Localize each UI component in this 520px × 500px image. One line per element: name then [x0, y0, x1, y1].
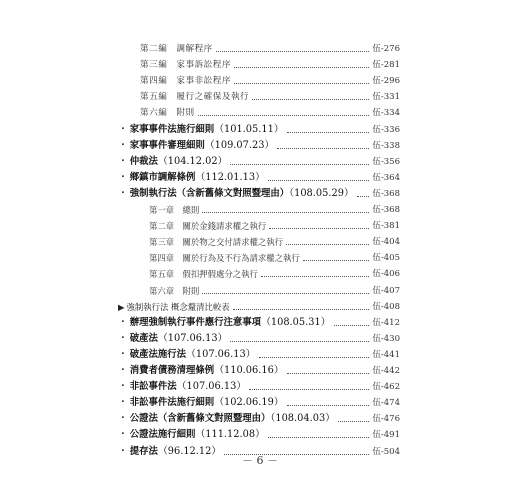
dot-leader	[303, 259, 370, 261]
toc-entry-title	[118, 380, 246, 394]
law-name: 強制執行法（含新舊條文對照暨理由）	[129, 187, 290, 199]
dot-leader	[252, 98, 369, 100]
dot-leader	[338, 420, 369, 422]
toc-entry[interactable]	[118, 348, 400, 362]
toc-entry-title: 第五編 履行之確保及執行	[140, 92, 250, 103]
page-reference: 伍-406	[372, 269, 400, 280]
page-reference: 伍-296	[372, 76, 400, 87]
law-name: 家事事件審理細則	[129, 139, 205, 151]
toc-entry-title	[118, 187, 354, 201]
dot-leader	[234, 82, 369, 84]
dot-leader	[234, 66, 369, 68]
law-date: （107.06.13）	[176, 381, 247, 393]
dot-leader	[216, 50, 370, 52]
bullet-icon: ・	[118, 365, 128, 376]
toc-entry-title: 第三章 關於物之交付請求權之執行	[149, 237, 283, 248]
toc-entry-title	[118, 300, 230, 314]
bullet-icon: ・	[118, 187, 128, 199]
page-reference: 伍-474	[372, 398, 400, 409]
toc-entry[interactable]	[118, 187, 400, 201]
law-name: 家事事件法施行細則	[129, 123, 215, 135]
page-reference: 伍-334	[372, 108, 400, 119]
law-name: 破產法	[129, 332, 158, 344]
toc-entry[interactable]	[118, 380, 400, 394]
toc-entry[interactable]	[140, 74, 400, 88]
dot-leader	[202, 292, 369, 294]
dot-leader	[233, 308, 370, 310]
toc-entry-title: 第一章 總則	[149, 205, 200, 215]
dot-leader	[202, 211, 369, 213]
toc-entry-title: 第二章 關於金錢請求權之執行	[149, 221, 267, 232]
toc-entry[interactable]	[118, 155, 400, 169]
bullet-icon: ・	[118, 413, 128, 425]
toc-entry-title: 第六編 附則	[140, 108, 195, 119]
law-date: （108.05.29）	[289, 187, 354, 199]
toc-entry-title: 第四章 關於行為及不行為請求權之執行	[149, 253, 300, 264]
page-reference: 伍-407	[372, 285, 400, 296]
toc-entry-title	[118, 412, 335, 426]
toc-entry-title: 第四編 家事非訟程序	[140, 76, 231, 87]
dot-leader	[249, 388, 369, 390]
law-date: （104.12.02）	[157, 155, 228, 167]
dot-leader	[287, 404, 370, 406]
bullet-icon: ・	[118, 139, 128, 151]
toc-entry-title: 第二編 調解程序	[140, 44, 213, 54]
dot-leader	[286, 243, 369, 245]
page-reference: 伍-381	[372, 221, 400, 232]
toc-entry[interactable]	[118, 428, 400, 442]
toc-entry[interactable]	[118, 396, 400, 410]
toc-entry[interactable]	[149, 284, 400, 298]
dot-leader	[357, 195, 370, 197]
toc-entry[interactable]	[149, 219, 400, 233]
toc-entry[interactable]	[140, 106, 400, 120]
dot-leader	[287, 372, 370, 374]
law-name: 破產法施行法	[129, 348, 187, 360]
page-reference: 伍-441	[372, 349, 400, 360]
bullet-icon: ・	[118, 316, 128, 328]
toc-entry-title	[118, 364, 284, 378]
toc-entry[interactable]	[118, 139, 400, 153]
law-name: 提存法	[129, 445, 158, 457]
toc-entry[interactable]	[149, 251, 400, 265]
toc-entry[interactable]	[140, 90, 400, 104]
toc-entry-title	[118, 171, 265, 185]
page-reference: 伍-504	[372, 446, 400, 457]
toc-entry-title	[118, 396, 284, 410]
toc-entry[interactable]	[118, 123, 400, 137]
law-date: （111.12.08）	[195, 429, 265, 441]
page-reference: 伍-281	[372, 60, 400, 71]
page-reference: 伍-405	[372, 253, 400, 264]
dot-leader	[334, 324, 370, 326]
dot-leader	[268, 436, 369, 438]
toc-entry-title: 第五章 假扣押假處分之執行	[149, 269, 258, 280]
page-reference: 伍-442	[372, 366, 400, 376]
dot-leader	[287, 131, 370, 133]
dot-leader	[230, 163, 369, 165]
law-date: （108.04.03）	[270, 413, 335, 425]
dot-leader	[268, 179, 369, 181]
page-reference: 伍-408	[372, 301, 400, 312]
law-name: 消費者債務清理條例	[129, 365, 215, 376]
page-reference: 伍-462	[372, 382, 400, 393]
law-date: （108.05.31）	[261, 316, 331, 328]
toc-entry-title	[118, 348, 256, 362]
page-reference: 伍-404	[372, 237, 400, 248]
law-date: （109.07.23）	[204, 139, 275, 151]
toc-entry-title	[118, 428, 265, 442]
toc-entry[interactable]	[118, 300, 400, 314]
dot-leader	[261, 275, 370, 277]
page-reference: 伍-336	[372, 124, 400, 135]
bullet-icon: ・	[118, 123, 128, 135]
page-reference: 伍-331	[372, 92, 400, 103]
toc-entry[interactable]	[149, 203, 400, 217]
page-reference: 伍-276	[372, 44, 400, 54]
law-name: 非訟事件法施行細則	[129, 397, 215, 409]
toc-entry[interactable]	[118, 332, 400, 346]
toc-entry-title	[118, 155, 227, 169]
bullet-icon: ・	[118, 429, 128, 441]
law-date: （101.05.11）	[214, 123, 284, 135]
page-number: － 6 －	[242, 454, 278, 467]
law-name: 仲裁法	[129, 155, 158, 167]
triangle-bullet-icon: ▶	[118, 301, 125, 312]
bullet-icon: ・	[118, 445, 128, 457]
law-date: （102.06.19）	[214, 397, 284, 409]
dot-leader	[230, 340, 369, 342]
page-reference: 伍-364	[372, 172, 400, 183]
page-reference: 伍-491	[372, 430, 400, 441]
dot-leader	[259, 356, 370, 358]
page-reference: 伍-338	[372, 140, 400, 151]
dot-leader	[277, 147, 369, 149]
law-name: 辦理強制執行事件應行注意事項	[129, 316, 262, 328]
bullet-icon: ・	[118, 381, 128, 393]
law-date: （107.06.13）	[186, 348, 256, 360]
page-reference: 伍-476	[372, 414, 400, 425]
bullet-icon: ・	[118, 332, 128, 344]
law-name: 公證法（含新舊條文對照暨理由）	[129, 413, 271, 425]
toc-entry[interactable]	[118, 412, 400, 426]
page-reference: 伍-368	[372, 205, 400, 215]
toc-entry[interactable]	[140, 58, 400, 72]
note-title: 強制執行法 概念釐清比較表	[126, 301, 230, 312]
law-name: 非訟事件法	[129, 381, 177, 393]
toc-entry[interactable]	[118, 171, 400, 185]
bullet-icon: ・	[118, 348, 128, 360]
toc-entry[interactable]	[118, 316, 400, 330]
toc-entry-title: 第六章 附則	[149, 285, 200, 296]
toc-entry[interactable]	[118, 364, 400, 378]
toc-entry-title	[118, 316, 331, 330]
law-name: 公證法施行細則	[129, 429, 196, 441]
toc-entry[interactable]	[140, 42, 400, 56]
law-name: 鄉鎮市調解條例	[129, 171, 196, 183]
page-reference: 伍-356	[372, 156, 400, 167]
page-reference: 伍-430	[372, 333, 400, 344]
dot-leader	[198, 114, 370, 116]
law-date: （112.01.13）	[195, 171, 265, 183]
law-date: （107.06.13）	[157, 332, 228, 344]
toc-entry-title	[118, 123, 284, 137]
toc-entry-title	[118, 139, 274, 153]
toc-entry[interactable]	[149, 235, 400, 249]
toc-entry[interactable]	[149, 267, 400, 281]
law-date: （110.06.16）	[214, 365, 284, 376]
page-reference: 伍-412	[372, 317, 400, 328]
dot-leader	[269, 227, 369, 229]
bullet-icon: ・	[118, 155, 128, 167]
toc-entry-title	[118, 332, 227, 346]
page-reference: 伍-368	[372, 188, 400, 199]
bullet-icon: ・	[118, 171, 128, 183]
law-date: （96.12.12）	[157, 445, 222, 457]
bullet-icon: ・	[118, 397, 128, 409]
toc-entry-title: 第三編 家事訴訟程序	[140, 60, 231, 71]
